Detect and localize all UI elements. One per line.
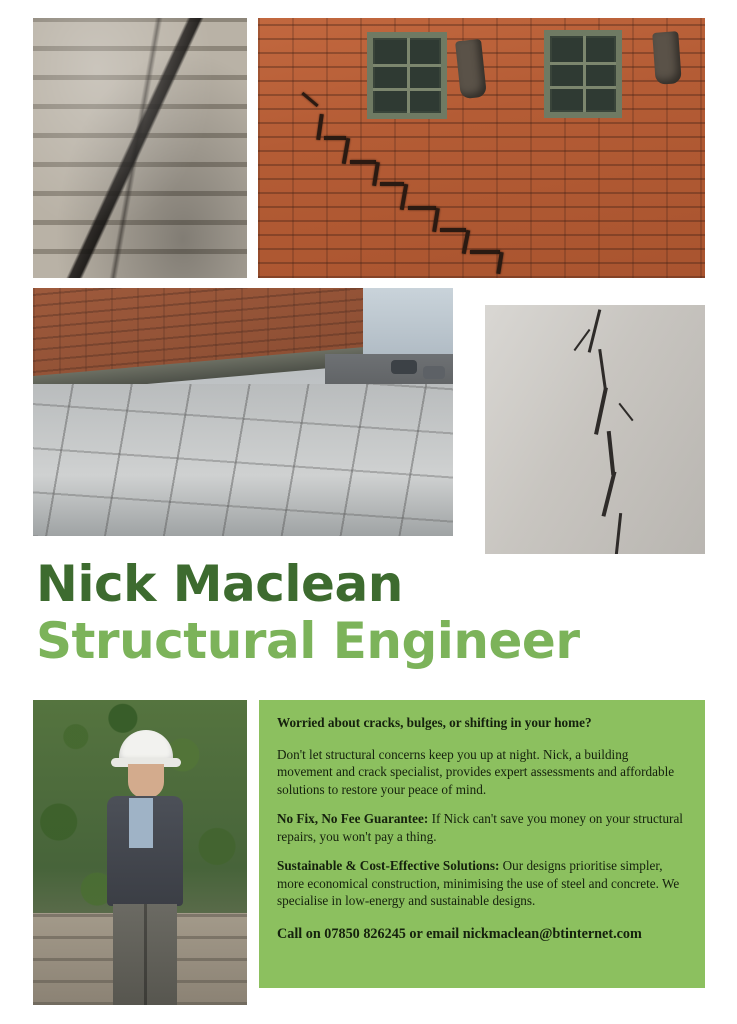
photo-pavement-and-brick-wall bbox=[33, 288, 453, 536]
engineer-figure bbox=[91, 730, 195, 1005]
bottom-section bbox=[33, 700, 705, 1005]
info-sustainable bbox=[277, 857, 687, 910]
photo-engineer-portrait bbox=[33, 700, 247, 1005]
info-paragraph-1: Don't let structural concerns keep you up at night. Nick, a building movement and crack specialist, provides expert assessments and affordable solutions to restore your peace of mind. bbox=[277, 746, 675, 797]
photo-plaster-crack-closeup bbox=[485, 305, 705, 554]
sustainable-label: Sustainable & Cost-Effective Solutions: bbox=[277, 858, 500, 873]
headline-role: Structural Engineer bbox=[36, 612, 580, 670]
photo-brick-wall-windows-crack bbox=[258, 18, 705, 278]
page-title bbox=[36, 556, 696, 670]
window-icon bbox=[367, 32, 447, 119]
info-guarantee bbox=[277, 810, 687, 845]
wall-vent-icon bbox=[455, 39, 487, 99]
wall-vent-icon bbox=[652, 31, 682, 85]
info-lead: Worried about cracks, bulges, or shifting in your home? bbox=[277, 715, 592, 730]
photo-stone-wall-crack-closeup bbox=[33, 18, 247, 278]
guarantee-text: If Nick can't save you money on your structural repairs, you won't pay a thing. bbox=[277, 811, 683, 844]
contact-cta[interactable]: Call on 07850 826245 or email nickmaclean@btinternet.com bbox=[277, 925, 642, 942]
photo-grid bbox=[33, 18, 705, 536]
window-icon bbox=[544, 30, 622, 118]
sustainable-text: Our designs prioritise simpler, more economical construction, minimising the use of steel and concrete. We specialise in low-energy and sustainable designs. bbox=[277, 858, 680, 908]
guarantee-label: No Fix, No Fee Guarantee: bbox=[277, 811, 429, 826]
crack-overlay bbox=[318, 114, 618, 276]
headline-name: Nick Maclean bbox=[36, 555, 403, 613]
info-panel bbox=[259, 700, 705, 988]
